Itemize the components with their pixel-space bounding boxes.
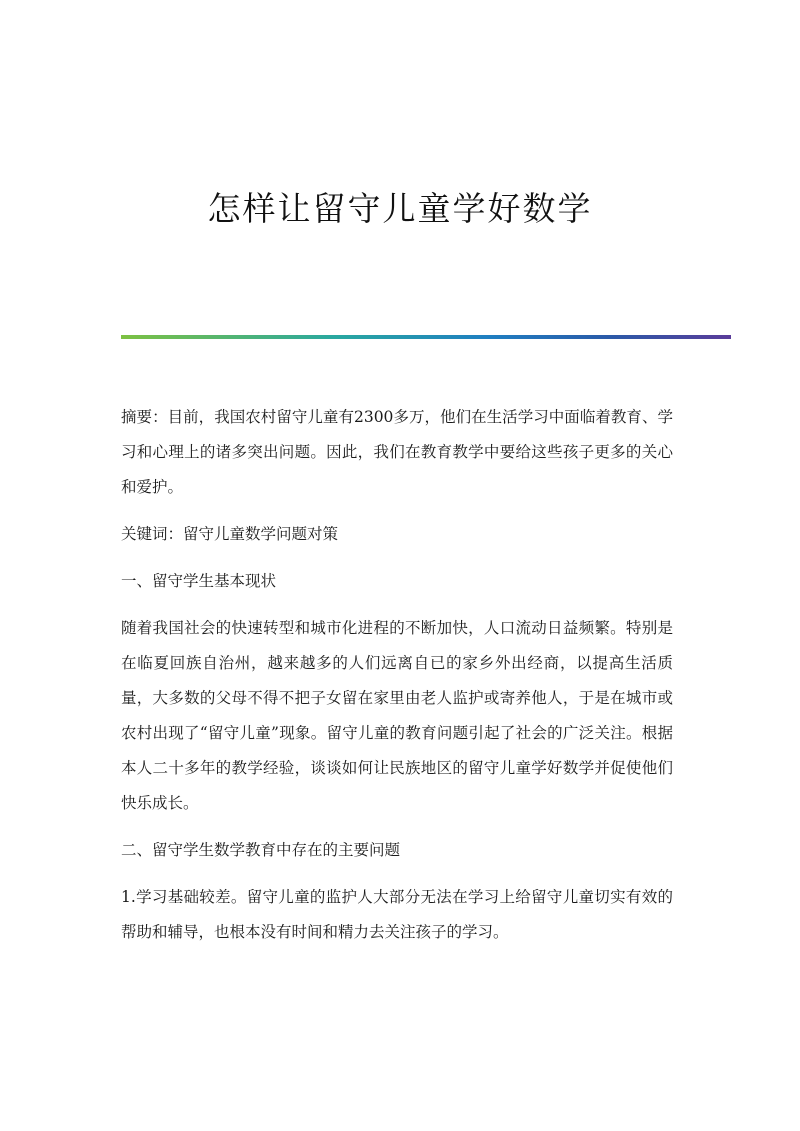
- section-1-heading: 一、留守学生基本现状: [121, 572, 277, 590]
- document-title: 怎样让留守儿童学好数学: [207, 189, 593, 228]
- document-body: [121, 400, 673, 962]
- section-1-paragraph: 随着我国社会的快速转型和城市化进程的不断加快，人口流动日益频繁。特别是在临夏回族自治州，越来越多的人们远离自已的家乡外出经商，以提高生活质量，大多数的父母不得不把子女留在家里由老人监护或寄养他人，于是在城市或农村出现了“留守儿童”现象。留守儿童的教育问题引起了社会的广泛关注。根据本人二十多年的教学经验，谈谈如何让民族地区的留守儿童学好数学并促使他们快乐成长。: [121, 619, 673, 812]
- abstract-paragraph: 摘要：目前，我国农村留守儿童有2300多万，他们在生活学习中面临着教育、学习和心理上的诸多突出问题。因此，我们在教育教学中要给这些孩子更多的关心和爱护。: [121, 408, 673, 496]
- section-2-heading: 二、留守学生数学教育中存在的主要问题: [121, 841, 401, 859]
- keywords-paragraph: 关键词：留守儿童数学问题对策: [121, 525, 339, 543]
- section-2-item-1: 1.学习基础较差。留守儿童的监护人大部分无法在学习上给留守儿童切实有效的帮助和辅导，也根本没有时间和精力去关注孩子的学习。: [121, 888, 673, 941]
- title-divider: [121, 335, 731, 339]
